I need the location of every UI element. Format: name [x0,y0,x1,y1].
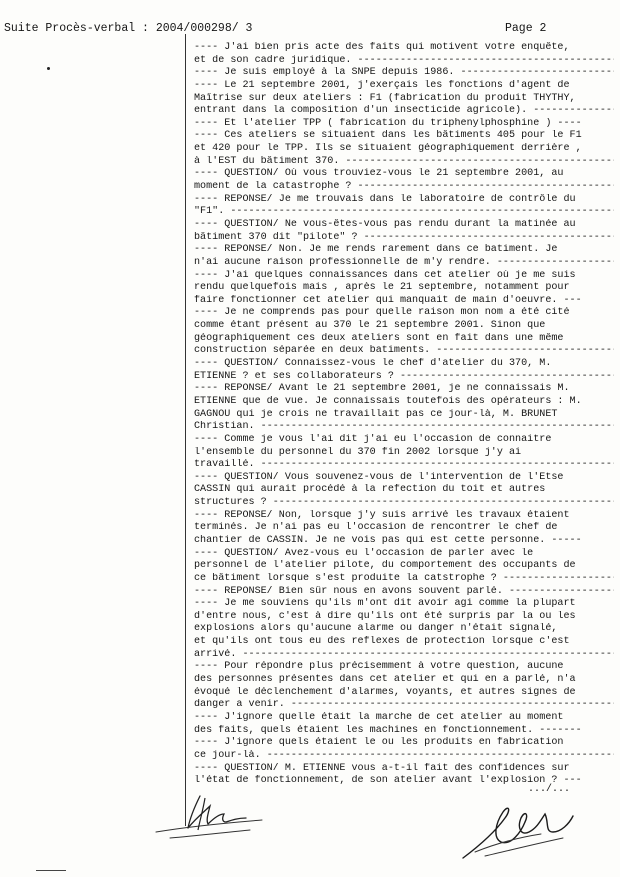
statement-line: ---- REPONSE/ Bien sûr nous en avons souvent parlé. ----- [194,586,614,599]
footer-mark [36,870,66,871]
statement-line: rendu quelquefois mais , après le 21 septembre, notamment pour [194,282,570,294]
handwritten-signature-icon [150,784,270,844]
statement-line: géographiquement ces deux ateliers sont en fait dans une même [194,332,564,344]
statement-line: ---- J'ai quelques connaissances dans cet atelier où je me suis [194,269,576,281]
statement-line: ---- Pour répondre plus précisemment à votre question, aucune [194,661,564,673]
statement-line: CASSIN qui aurait procédé à la refection du toit et autres [194,484,546,496]
statement-line: moment de la catastrophe ? ----- [194,181,614,194]
statement-line: d'entre nous, c'est à dire qu'ils ont été surpris par la ou les [194,610,576,622]
statement-line: ---- REPONSE/ Non, lorsque j'y suis arrivé les travaux étaient [194,509,570,521]
statement-line: n'ai aucune raison professionnelle de m'y rendre. ----- [194,257,614,270]
statement-line: évoqué le déclenchement d'alarmes, voyants, et autres signes de [194,686,576,698]
handwritten-signature-icon [455,792,585,862]
statement-line: ---- QUESTION/ Ne vous-êtes-vous pas rendu durant la matinée au [194,218,576,230]
statement-line: ---- J'ai bien pris acte des faits qui motivent votre enquête, [194,42,570,53]
statement-line: et qu'ils ont tous eu des reflexes de protection lorsque c'est [194,636,570,648]
statement-line: ---- Et l'atelier TPP ( fabrication du triphenylphosphine ) ---- [194,117,582,129]
statement-line: l'ensemble du personnel du 370 fin 2002 lorsque j'y ai [194,446,522,458]
statement-line: bâtiment 370 dit "pilote" ? ----- [194,232,614,245]
statement-line: ---- Comme je vous l'ai dit j'ai eu l'occasion de connaitre [194,433,552,445]
continued-marker: .../... [528,784,571,795]
statement-line: GAGNOU qui je crois ne travaillait pas ce jour-là, M. BRUNET [194,408,558,420]
statement-line: ---- Ces ateliers se situaient dans les bâtiments 405 pour le F1 [194,130,582,142]
statement-line: ---- Je me souviens qu'ils m'ont dit avoir agi comme la plupart [194,598,576,610]
statement-line: danger a venir. ----- [194,699,614,712]
statement-line: ce bâtiment lorsque s'est produite la catstrophe ? ----- [194,573,614,586]
statement-line: arrivé. ----- [194,649,614,662]
statement-line: chantier de CASSIN. Je ne vois pas qui est cette personne. ----- [194,534,582,546]
statement-line: Maîtrise sur deux ateliers : F1 (fabrication du produit THYTHY, [194,92,576,104]
statement-line: entrant dans la composition d'un insecticide agricole). ----- [194,105,614,118]
statement-line: des personnes présentes dans cet atelier et qui en a parlé, n'a [194,674,576,686]
statement-line: ---- REPONSE/ Non. Je me rends rarement dans ce batiment. Je [194,244,558,256]
statement-line: terminés. Je n'ai pas eu l'occasion de rencontrer le chef de [194,522,558,534]
statement-line: ---- QUESTION/ Avez-vous eu l'occasion de parler avec le [194,547,534,559]
statement-line: ETIENNE que de vue. Je connaissais toutefois des opérateurs : M. [194,395,582,407]
statement-line: et 420 pour le TPP. Ils se situaient géographiquement derrière , [194,143,582,155]
statement-line: faire fonctionner cet atelier qui manquait de main d'oeuvre. --- [194,294,582,306]
statement-line: à l'EST du bâtiment 370. ----- [194,156,614,169]
statement-line: des faits, quels étaient les machines en fonctionnement. ------- [194,724,582,736]
margin-dot [47,67,50,70]
header-reference: Suite Procès-verbal : 2004/000298/ 3 [4,22,253,35]
statement-line: ---- REPONSE/ Avant le 21 septembre 2001, je ne connaissais M. [194,383,570,395]
statement-line: ---- QUESTION/ Connaissez-vous le chef d'atelier du 370, M. [194,358,552,370]
statement-line: explosions alors qu'aucune alarme ou danger n'était signalé, [194,623,558,635]
statement-line: ---- REPONSE/ Je me trouvais dans le laboratoire de contrôle du [194,193,576,205]
statement-line: ---- QUESTION/ Où vous trouviez-vous le 21 septembre 2001, au [194,168,564,180]
statement-line: ---- Je suis employé à la SNPE depuis 1986. ----- [194,67,614,80]
statement-body [194,42,614,788]
statement-line: Christian. ----- [194,421,614,434]
statement-line: construction séparée en deux batiments. ----- [194,345,614,358]
statement-line: ---- Le 21 septembre 2001, j'exerçais les fonctions d'agent de [194,79,570,91]
statement-line: ETIENNE ? et ses collaborateurs ? ----- [194,371,614,384]
statement-line: "F1". ----- [194,206,614,219]
statement-line: travaillé. ----- [194,459,614,472]
statement-line: personnel de l'atelier pilote, du comportement des occupants de [194,560,576,572]
margin-rule [185,34,186,826]
statement-line: ---- QUESTION/ Vous souvenez-vous de l'intervention de l'Etse [194,471,564,483]
statement-line: et de son cadre juridique. ----- [194,55,614,68]
statement-line: comme étant présent au 370 le 21 septembre 2001. Sinon que [194,320,546,332]
statement-line: l'état de fonctionnement, de son atelier avant l'explosion ? --- [194,775,582,787]
statement-line: ce jour-là. ----- [194,750,614,763]
statement-line: ---- QUESTION/ M. ETIENNE vous a-t-il fait des confidences sur [194,762,570,774]
page-number: Page 2 [505,22,547,35]
statement-line: ---- J'ignore quelle était la marche de cet atelier au moment [194,711,564,723]
statement-line: structures ? ----- [194,497,614,510]
statement-line: ---- J'ignore quels étaient le ou les produits en fabrication [194,737,564,749]
statement-line: ---- Je ne comprends pas pour quelle raison mon nom a été cité [194,307,570,319]
